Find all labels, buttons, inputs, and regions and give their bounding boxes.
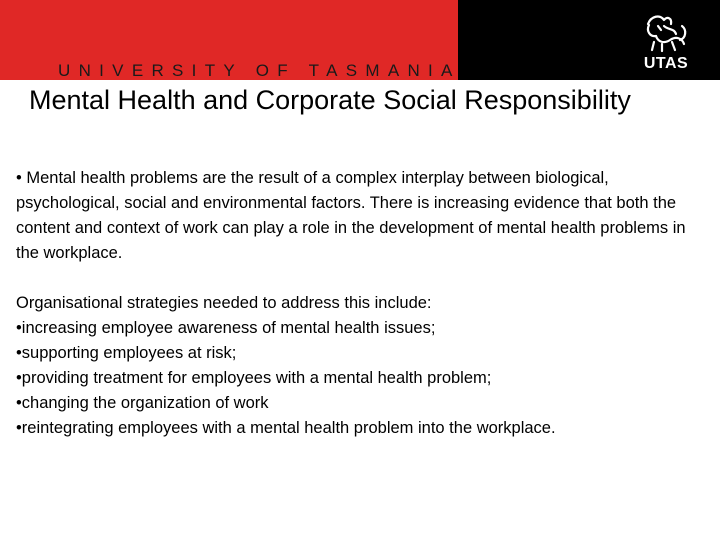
strategy-item: •supporting employees at risk; — [16, 344, 237, 362]
slide-body — [16, 166, 706, 441]
intro-paragraph: • Mental health problems are the result of a complex interplay between biological, psychological, social and environmental factors. There is increasing evidence that both the content and context of work can play a role in the development of mental health problems in the workplace. — [16, 169, 686, 262]
strategy-item: •changing the organization of work — [16, 394, 269, 412]
lion-crest-icon — [642, 12, 690, 54]
slide-title: Mental Health and Corporate Social Responsibility — [29, 85, 631, 115]
strategy-item: •providing treatment for employees with a mental health problem; — [16, 369, 492, 387]
strategy-item: •increasing employee awareness of mental health issues; — [16, 319, 436, 337]
strategies-heading: Organisational strategies needed to address this include: — [16, 294, 432, 312]
slide-header — [0, 0, 720, 80]
utas-logo — [638, 12, 694, 74]
university-name: UNIVERSITY OF TASMANIA — [58, 61, 461, 80]
logo-text: UTAS — [643, 55, 689, 72]
strategy-item: •reintegrating employees with a mental health problem into the workplace. — [16, 419, 556, 437]
